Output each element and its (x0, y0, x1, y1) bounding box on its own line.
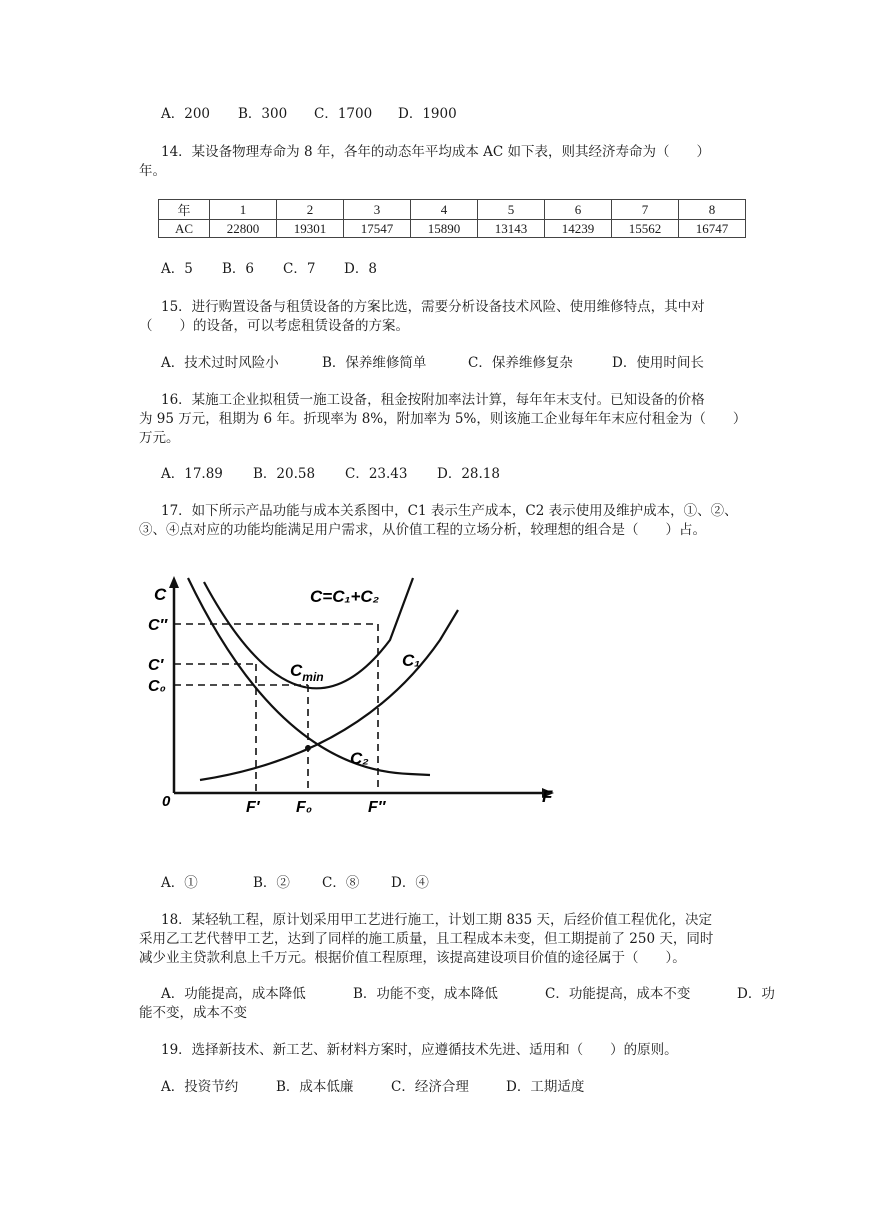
tick-c-prime: C′ (148, 657, 164, 674)
q14-option-a: A．5 (161, 261, 193, 277)
tick-c-double-prime: C″ (148, 617, 168, 634)
function-cost-diagram (140, 570, 565, 830)
q18-stem-line3: 减少业主贷款利息上千万元。根据价值工程原理，该提高建设项目价值的途径属于（ ）。 (139, 950, 686, 966)
table-row-ac (159, 220, 746, 238)
q19-option-b: B．成本低廉 (276, 1079, 354, 1095)
curve-total-label: C=C₁+C₂ (310, 587, 380, 606)
cmin-label: $C_{min}$ (290, 661, 324, 684)
q16-stem-line2: 为 95 万元，租期为 6 年。折现率为 8%，附加率为 5%，则该施工企业每年年末应付租金为（ ） (139, 411, 747, 427)
table-cell-ac: 17547 (344, 220, 411, 238)
q14-stem-line2: 年。 (139, 163, 166, 179)
table-cell-year: 4 (411, 200, 478, 220)
q13-option-c: C．1700 (314, 106, 373, 122)
table-cell-year: 8 (679, 200, 746, 220)
table-cell-ac: 22800 (210, 220, 277, 238)
table-cell-year: 5 (478, 200, 545, 220)
q15-stem-line1: 15．进行购置设备与租赁设备的方案比选，需要分析设备技术风险、使用维修特点，其中对 (161, 299, 705, 315)
table-cell-ac: 13143 (478, 220, 545, 238)
q18-option-a: A．功能提高，成本降低 (161, 986, 306, 1002)
q14-option-d: D．8 (344, 261, 377, 277)
table-cell-year: 7 (612, 200, 679, 220)
q19-stem: 19．选择新技术、新工艺、新材料方案时，应遵循技术先进、适用和（ ）的原则。 (161, 1042, 678, 1058)
q17-option-d: D．④ (391, 875, 429, 891)
q17-stem-line2: ③、④点对应的功能均能满足用户需求，从价值工程的立场分析，较理想的组合是（ ）占。 (139, 522, 706, 538)
q19-option-c: C．经济合理 (391, 1079, 469, 1095)
table-cell-year: 6 (545, 200, 612, 220)
q14-option-c: C．7 (283, 261, 316, 277)
table-row-label: AC (159, 220, 210, 238)
table-cell-ac: 14239 (545, 220, 612, 238)
y-axis-label: C (154, 585, 167, 604)
q15-option-b: B．保养维修简单 (322, 355, 427, 371)
q14-stem-line1: 14．某设备物理寿命为 8 年，各年的动态年平均成本 AC 如下表，则其经济寿命为（ ） (161, 144, 711, 160)
q16-stem-line3: 万元。 (139, 430, 180, 446)
table-cell-ac: 19301 (277, 220, 344, 238)
q16-stem-line1: 16．某施工企业拟租赁一施工设备，租金按附加率法计算，每年年末支付。已知设备的价格 (161, 392, 705, 408)
q18-option-c: C．功能提高，成本不变 (545, 986, 691, 1002)
q14-option-b: B．6 (222, 261, 255, 277)
q18-stem-line2: 采用乙工艺代替甲工艺，达到了同样的施工质量，且工程成本未变，但工期提前了 250 天，同时 (139, 931, 714, 947)
table-cell-ac: 15890 (411, 220, 478, 238)
table-header-label: 年 (159, 200, 210, 220)
q18-option-b: B．功能不变，成本降低 (353, 986, 498, 1002)
intersection-point (305, 745, 311, 751)
q13-option-a: A．200 (161, 106, 211, 122)
q16-option-c: C．23.43 (345, 466, 408, 482)
tick-c0: C₀ (148, 678, 166, 695)
q13-option-b: B．300 (238, 106, 288, 122)
q16-option-d: D．28.18 (437, 466, 500, 482)
origin-label: 0 (162, 793, 171, 810)
table-cell-year: 3 (344, 200, 411, 220)
tick-f-prime: F′ (246, 799, 260, 816)
q18-option-d-wrap: 能不变，成本不变 (139, 1005, 247, 1021)
q17-option-c: C．⑧ (322, 875, 360, 891)
q15-option-d: D．使用时间长 (612, 355, 704, 371)
q15-stem-line2: （ ）的设备，可以考虑租赁设备的方案。 (139, 318, 409, 334)
curve-c2-label: C₂ (350, 749, 369, 768)
tick-f0: F₀ (296, 799, 313, 816)
q19-option-d: D．工期适度 (506, 1079, 585, 1095)
q13-option-d: D．1900 (398, 106, 457, 122)
curve-c1-label: C₁ (402, 651, 421, 670)
q16-option-b: B．20.58 (253, 466, 316, 482)
table-cell-ac: 16747 (679, 220, 746, 238)
q17-option-b: B．② (253, 875, 290, 891)
y-axis-arrow-icon (169, 576, 179, 588)
table-cell-year: 1 (210, 200, 277, 220)
ac-table (158, 199, 746, 238)
table-cell-year: 2 (277, 200, 344, 220)
table-cell-ac: 15562 (612, 220, 679, 238)
q16-option-a: A．17.89 (161, 466, 223, 482)
guide-lines (174, 624, 378, 793)
x-axis-label: F (542, 787, 553, 806)
q17-option-a: A．① (161, 875, 198, 891)
q15-option-c: C．保养维修复杂 (468, 355, 573, 371)
q15-option-a: A．技术过时风险小 (161, 355, 279, 371)
q18-stem-line1: 18．某轻轨工程，原计划采用甲工艺进行施工，计划工期 835 天，后经价值工程优化，决定 (161, 912, 713, 928)
q18-option-d: D．功 (737, 986, 775, 1002)
q19-option-a: A．投资节约 (161, 1079, 239, 1095)
q17-stem-line1: 17．如下所示产品功能与成本关系图中，C1 表示生产成本，C2 表示使用及维护成本，①、②、 (161, 503, 738, 519)
table-row-years (159, 200, 746, 220)
tick-f-double-prime: F″ (368, 799, 386, 816)
